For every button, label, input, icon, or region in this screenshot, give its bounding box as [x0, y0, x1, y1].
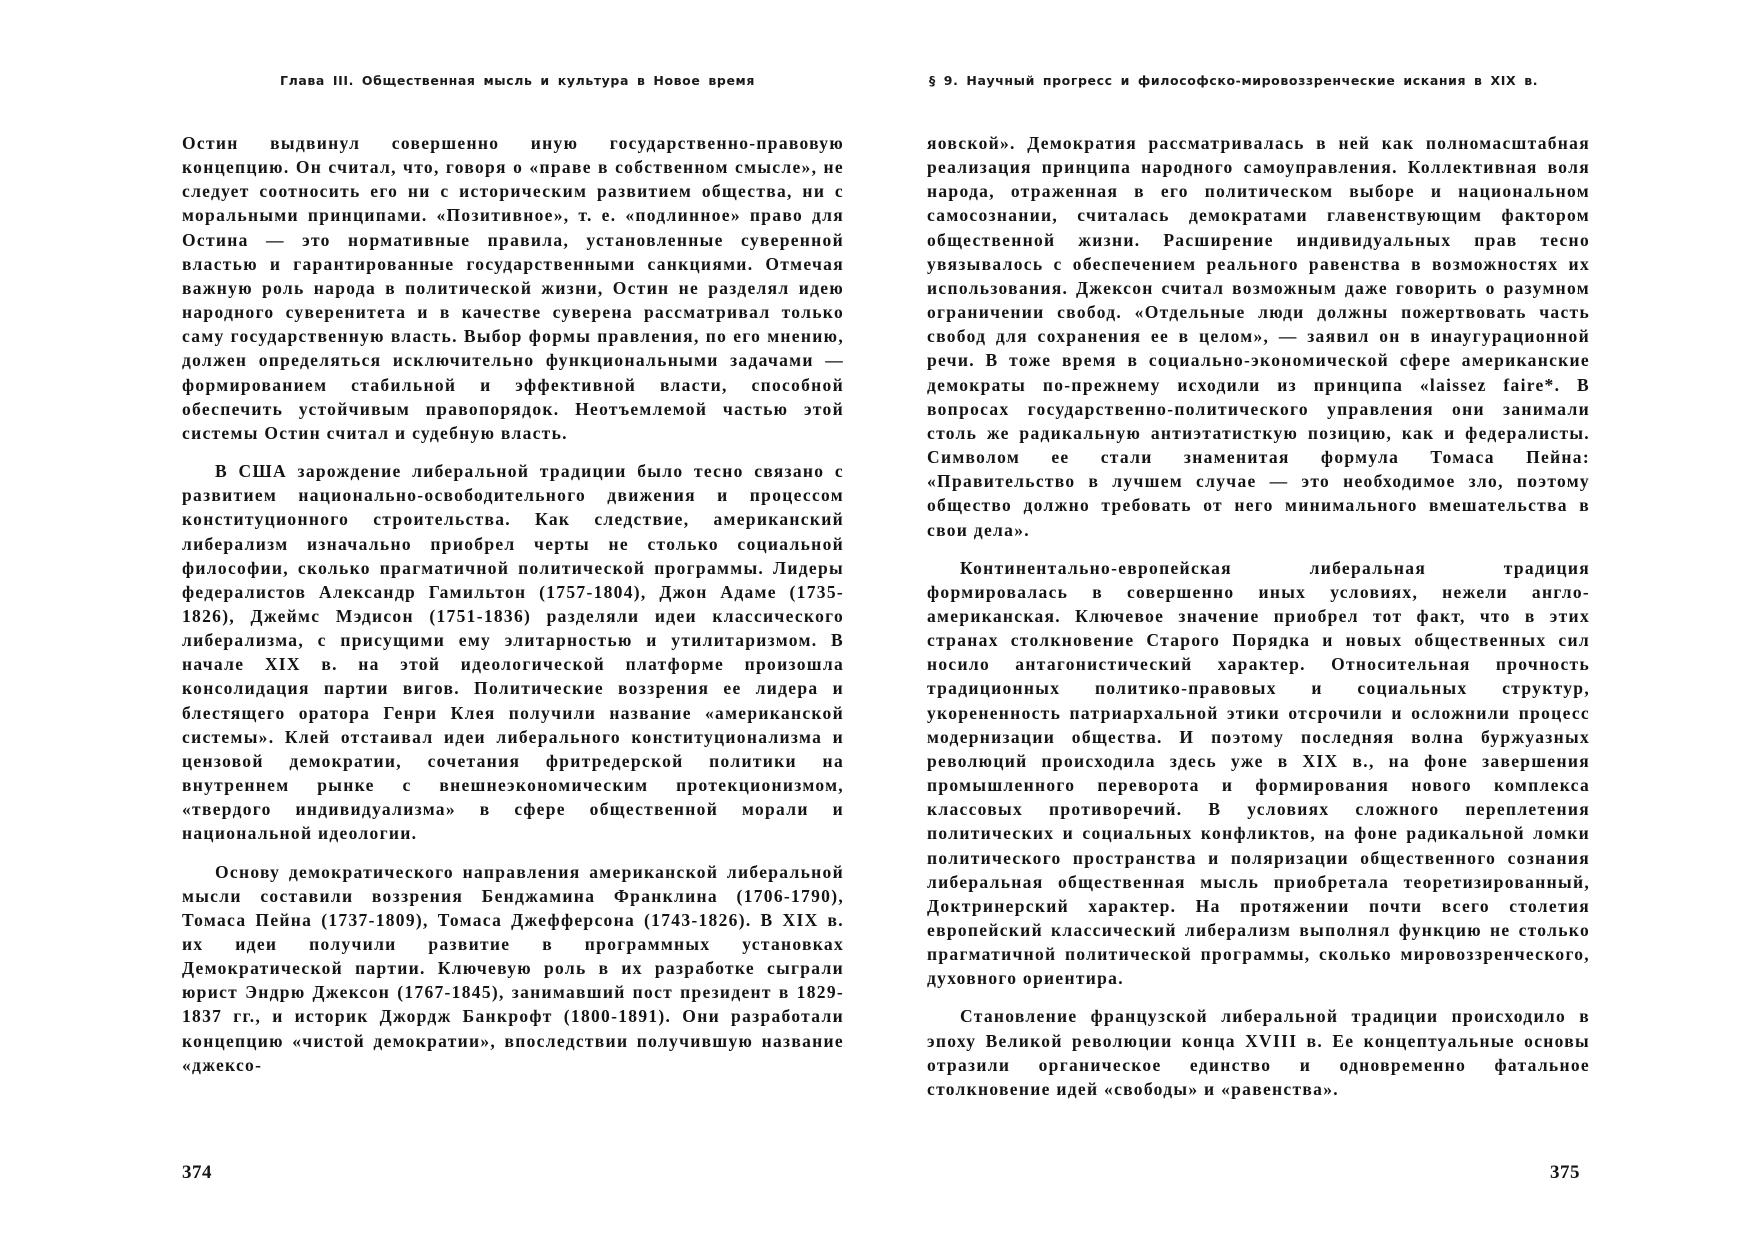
paragraph: В США зарождение либеральной традиции было тесно связано с развитием национально-освободительного движения и процессом конституционного строительства. Как следствие, американский либерализм изначально приобрел черты не столько социальной философии, сколько прагматичной политической программы. Лидеры федералистов Александр Гамильтон (1757-1804), Джон Адаме (1735-1826), Джеймс Мэдисон (1751-1836) разделяли идеи классического либерализма, с присущими ему элитарностью и утилитаризмом. В начале XIX в. на этой идеологической платформе произошла консолидация партии вигов. Политические воззрения ее лидера и блестящего оратора Генри Клея получили название «американской системы». Клей отстаивал идеи либерального конституционализма и цензовой демократии, сочетания фритредерской политики на внутреннем рынке с внешнеэкономическим протекционизмом, «твердого индивидуализма» в сфере общественной морали и национальной идеологии.: [182, 461, 844, 844]
page-number: 375: [1550, 1162, 1580, 1183]
paragraph: Основу демократического направления американской либеральной мысли составили воззрения Бенджамина Франклина (1706-1790), Томаса Пейна (1737-1809), Томаса Джефферсона (1743-1826). В XIX в. их идеи получили развитие в программных установках Демократической партии. Ключевую роль в их разработке сыграли юрист Эндрю Джексон (1767-1845), занимавший пост президент в 1829-1837 гг., и историк Джордж Банкрофт (1800-1891). Они разработали концепцию «чистой демократии», впоследствии получившую название «джексо-: [182, 861, 844, 1075]
paragraph: Становление французской либеральной традиции происходило в эпоху Великой революции конца XVIII в. Ее концептуальные основы отразили органическое единство и одновременно фатальное столкновение идей «свободы» и «равенства».: [927, 1006, 1590, 1099]
paragraph: Остин выдвинул совершенно иную государственно-правовую концепцию. Он считал, что, говоря о «праве в собственном смысле», не следует соотносить его ни с историческим развитием общества, ни с моральными принципами. «Позитивное», т. е. «подлинное» право для Остина — это нормативные правила, установленные суверенной властью и гарантированные государственными санкциями. Отмечая важную роль народа в политической жизни, Остин не разделял идею народного суверенитета и в качестве суверена рассматривал только саму государственную власть. Выбор формы правления, по его мнению, должен определяться исключительно функциональными задачами — формированием стабильной и эффективной власти, способной обеспечить устойчивым правопорядок. Неотъемлемой частью этой системы Остин считал и судебную власть.: [182, 133, 844, 443]
running-head: Глава III. Общественная мысль и культура в Новое время: [280, 73, 755, 88]
paragraph: Континентально-европейская либеральная традиция формировалась в совершенно иных условиях, нежели англо-американская. Ключевое значение приобрел тот факт, что в этих странах столкновение Старого Порядка и новых общественных сил носило антагонистический характер. Относительная прочность традиционных политико-правовых и социальных структур, укорененность патриархальной этики отсрочили и осложнили процесс модернизации общества. И поэтому последняя волна буржуазных революций происходила здесь уже в XIX в., на фоне завершения промышленного переворота и формирования нового комплекса классовых противоречий. В условиях сложного переплетения политических и социальных конфликтов, на фоне радикальной ломки политического пространства и поляризации общественного сознания либеральная общественная мысль приобретала теоретизированный, Доктринерский характер. На протяжении почти всего столетия европейский классический либерализм выполнял функцию не столько прагматичной политической программы, сколько мировоззренческого, духовного ориентира.: [927, 557, 1590, 989]
right-page: [877, 0, 1754, 1239]
running-head: § 9. Научный прогресс и философско-мировоззренческие искания в XIX в.: [929, 73, 1539, 88]
body-text: [182, 131, 844, 1077]
page-number: 374: [182, 1162, 212, 1183]
body-text: [927, 131, 1590, 1101]
paragraph: яовской». Демократия рассматривалась в ней как полномасштабная реализация принципа народного самоуправления. Коллективная воля народа, отраженная в его политическом выборе и национальном самосознании, считалась демократами главенствующим фактором общественной жизни. Расширение индивидуальных прав тесно увязывалось с обеспечением реального равенства в возможностях их использования. Джексон считал возможным даже говорить о разумном ограничении свобод. «Отдельные люди должны пожертвовать часть свобод для сохранения ее в целом», — заявил он в инаугурационной речи. В тоже время в социально-экономической сфере американские демократы по-прежнему исходили из принципа «laissez faire*. В вопросах государственно-политического управления они занимали столь же радикальную антиэтатисткую позицию, как и федералисты. Символом ее стали знаменитая формула Томаса Пейна: «Правительство в лучшем случае — это необходимое зло, поэтому общество должно требовать от него минимального вмешательства в свои дела».: [927, 133, 1590, 540]
